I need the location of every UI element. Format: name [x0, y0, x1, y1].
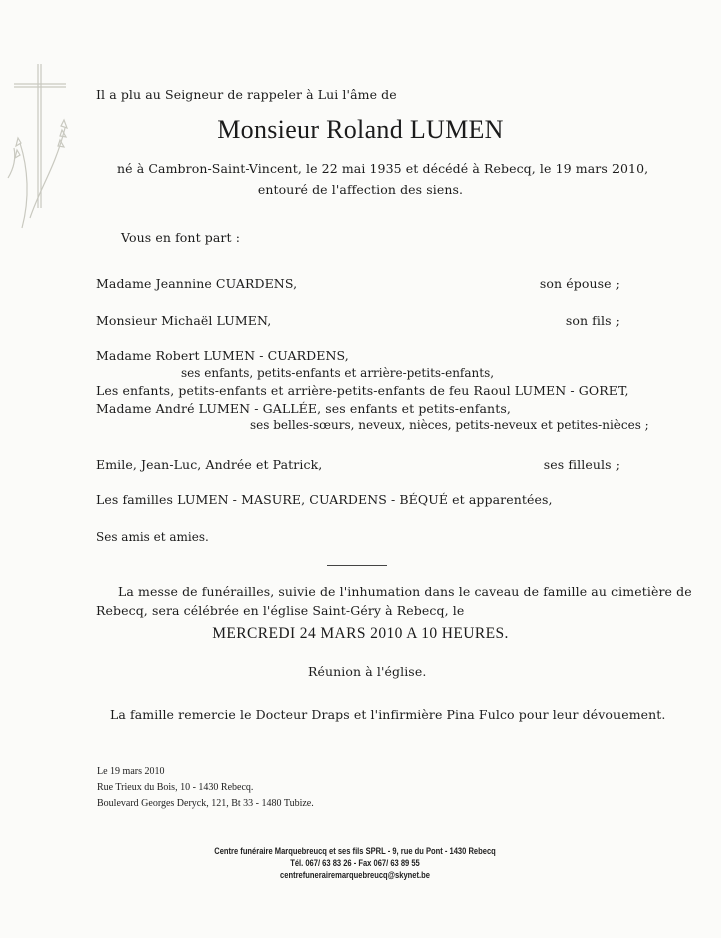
- separator-rule: [327, 565, 387, 566]
- footer-address-2: Boulevard Georges Deryck, 121, Bt 33 - 1480 Tubize.: [97, 798, 314, 809]
- son-role: son fils ;: [565, 313, 620, 328]
- godchildren-role: ses filleuls ;: [543, 457, 620, 472]
- friends-line: Ses amis et amies.: [96, 530, 209, 544]
- thanks-line: La famille remercie le Docteur Draps et l'infirmière Pina Fulco pour leur dévouement.: [110, 707, 666, 722]
- surrounded-line: entouré de l'affection des siens.: [257, 182, 464, 197]
- footer-address-1: Rue Trieux du Bois, 10 - 1430 Rebecq.: [97, 782, 254, 793]
- mass-line-2: Rebecq, sera célébrée en l'église Saint-Géry à Rebecq, le: [96, 603, 465, 618]
- sibling-1-children: ses enfants, petits-enfants et arrière-petits-enfants,: [181, 366, 495, 380]
- footer-date: Le 19 mars 2010: [97, 766, 165, 777]
- cross-and-wheat-icon: [0, 58, 90, 248]
- spouse-name: Madame Jeannine CUARDENS,: [96, 276, 298, 291]
- announce-line: Vous en font part :: [121, 230, 241, 245]
- funeral-home-email: centrefunerairemarquebreucq@skynet.be: [280, 870, 430, 880]
- sibling-3: Madame André LUMEN - GALLÉE, ses enfants et petits-enfants,: [96, 401, 511, 416]
- deceased-name: Monsieur Roland LUMEN: [217, 115, 504, 144]
- in-laws-line: ses belles-sœurs, neveux, nièces, petits-neveux et petites-nièces ;: [250, 418, 649, 432]
- families-line: Les familles LUMEN - MASURE, CUARDENS - BÉQUÉ et apparentées,: [96, 492, 553, 507]
- sibling-1: Madame Robert LUMEN - CUARDENS,: [96, 348, 349, 363]
- son-name: Monsieur Michaël LUMEN,: [96, 313, 272, 328]
- intro-text: Il a plu au Seigneur de rappeler à Lui l'âme de: [96, 87, 397, 102]
- spouse-role: son épouse ;: [539, 276, 620, 291]
- sibling-2: Les enfants, petits-enfants et arrière-petits-enfants de feu Raoul LUMEN - GORET,: [96, 383, 629, 398]
- birth-death-line: né à Cambron-Saint-Vincent, le 22 mai 1935 et décédé à Rebecq, le 19 mars 2010,: [117, 161, 649, 176]
- meeting-line: Réunion à l'église.: [308, 664, 427, 679]
- ceremony-date: MERCREDI 24 MARS 2010 A 10 HEURES.: [212, 625, 509, 642]
- funeral-home-line-1: Centre funéraire Marquebreucq et ses fils SPRL - 9, rue du Pont - 1430 Rebecq: [214, 846, 496, 856]
- godchildren-names: Emile, Jean-Luc, Andrée et Patrick,: [96, 457, 323, 472]
- funeral-home-line-2: Tél. 067/ 63 83 26 - Fax 067/ 63 89 55: [290, 858, 420, 868]
- mass-line-1: La messe de funérailles, suivie de l'inhumation dans le caveau de famille au cimetière de: [118, 584, 692, 599]
